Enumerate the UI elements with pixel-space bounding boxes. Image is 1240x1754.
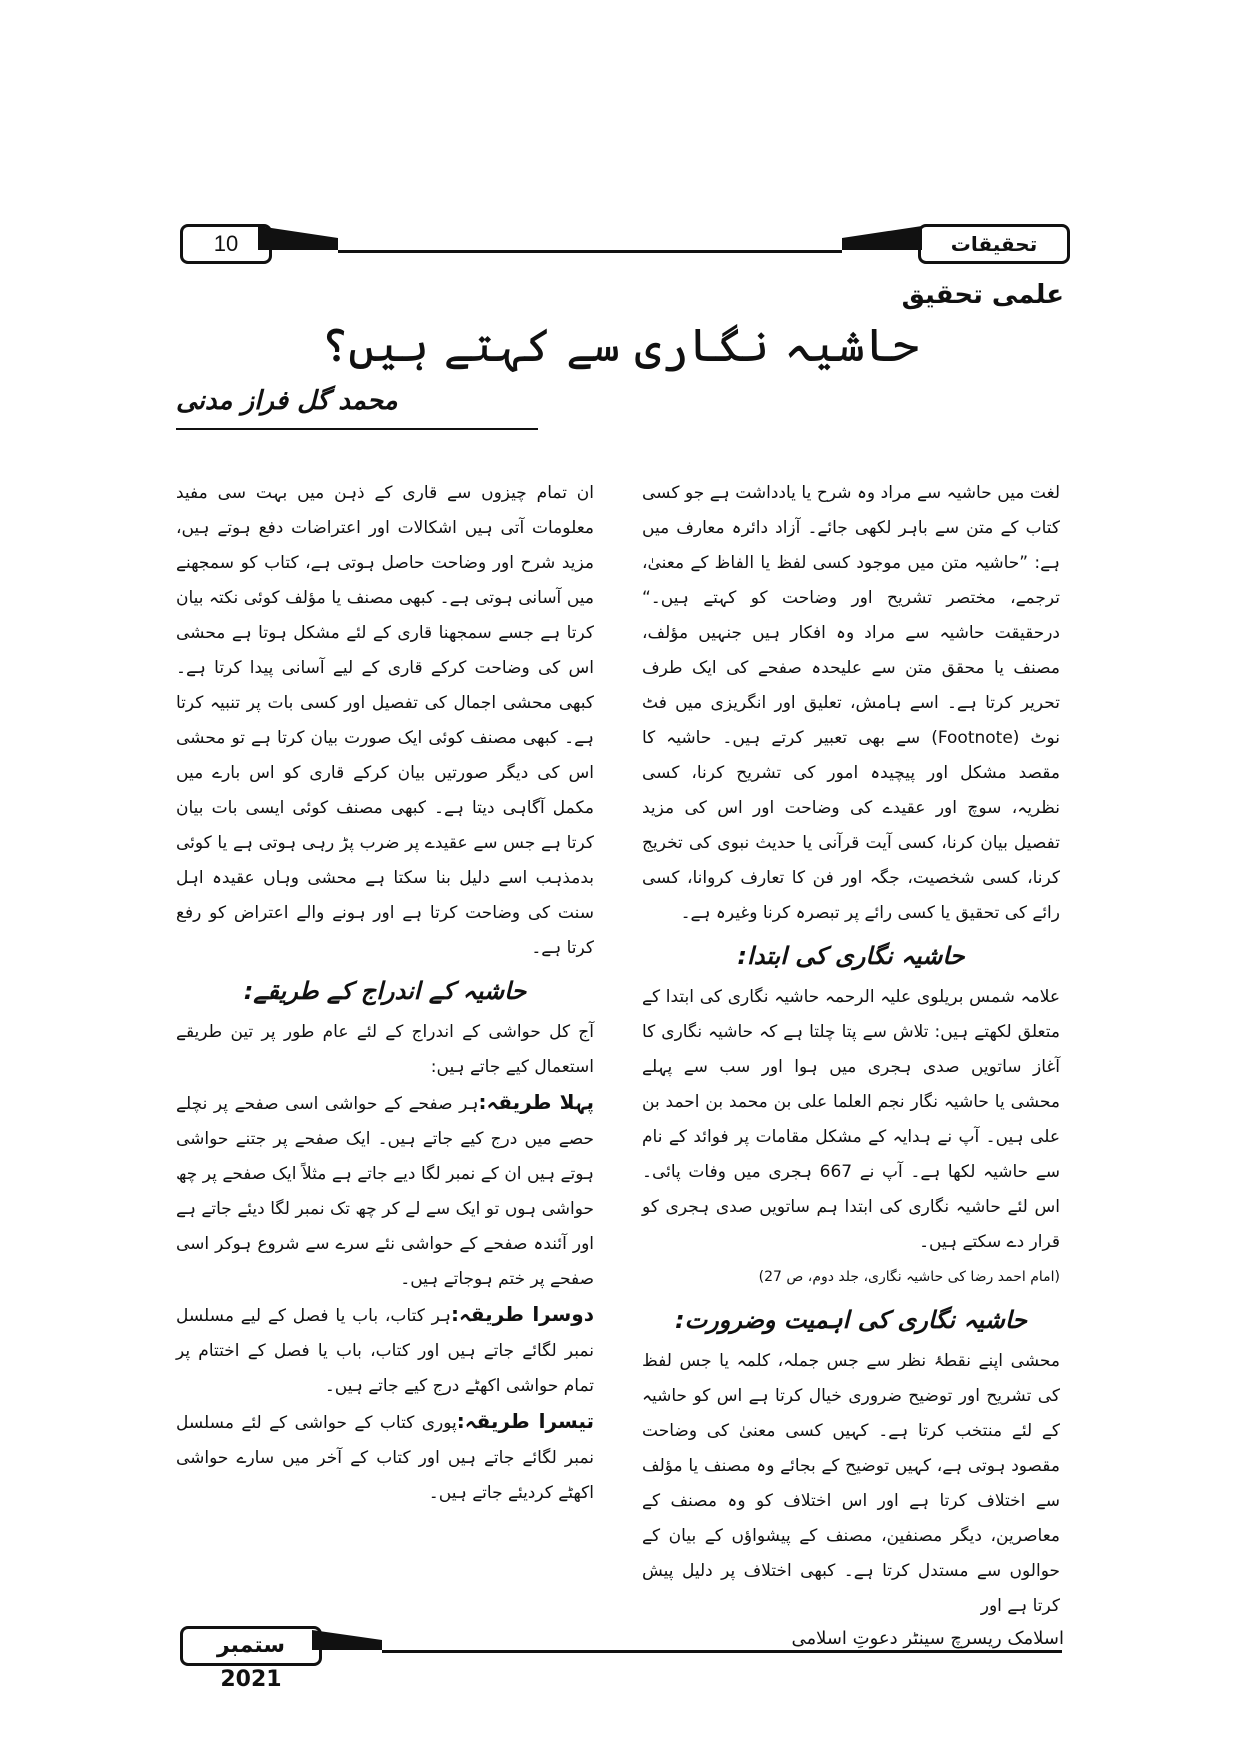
page-number: 10 xyxy=(180,224,272,264)
paragraph: لغت میں حاشیہ سے مراد وہ شرح یا یادداشت ہے جو کسی کتاب کے متن سے باہر لکھی جائے۔ آزاد دائرہ معارف میں ہے: ”حاشیہ متن میں موجود کسی لفظ یا الفاظ کے معنیٰ، ترجمے، مختصر تشریح اور وضاحت کو کہتے ہیں۔“ درحقیقت حاشیہ سے مراد وہ افکار ہیں جنہیں مؤلف، مصنف یا محقق متن سے علیحدہ صفحے کی ایک طرف تحریر کرتا ہے۔ اسے ہامش، تعلیق اور انگریزی میں فٹ نوٹ (Footnote) سے بھی تعبیر کرتے ہیں۔ حاشیہ کا مقصد مشکل اور پیچیدہ امور کی تشریح کرنا، کسی نظریہ، سوچ اور عقیدے کی وضاحت اور اس کی مزید تفصیل بیان کرنا، کسی آیت قرآنی یا حدیث نبوی کی تخریج کرنا، کسی شخصیت، جگہ اور فن کا تعارف کروانا، کسی رائے کی تحقیق یا کسی رائے پر تبصرہ کرنا وغیرہ ہے۔ xyxy=(642,483,1060,923)
method-item xyxy=(176,1085,594,1297)
paragraph: ان تمام چیزوں سے قاری کے ذہن میں بہت سی مفید معلومات آتی ہیں اشکالات اور اعتراضات دفع ہوتے ہیں، مزید شرح اور وضاحت حاصل ہوتی ہے، کتاب کو سمجھنے میں آسانی ہوتی ہے۔ کبھی مصنف یا مؤلف کوئی نکتہ بیان کرتا ہے جسے سمجھنا قاری کے لئے مشکل ہوتا ہے محشی اس کی وضاحت کرکے قاری کے لیے آسانی پیدا کرتا ہے۔ کبھی محشی اجمال کی تفصیل اور کسی بات پر تنبیہ کرتا ہے۔ کبھی مصنف کوئی ایک صورت بیان کرتا ہے تو محشی اس کی دیگر صورتیں بیان کرکے قاری کو اس بارے میں مکمل آگاہی دیتا ہے۔ کبھی مصنف کوئی ایسی بات بیان کرتا ہے جس سے عقیدے پر ضرب پڑ رہی ہوتی ہے یا کوئی بدمذہب اسے دلیل بنا سکتا ہے محشی وہاں عقیدہ اہل سنت کی وضاحت کرتا ہے اور ہونے والے اعتراض کو رفع کرتا ہے۔ xyxy=(176,483,594,958)
publisher-name: اسلامک ریسرچ سینٹر دعوتِ اسلامی xyxy=(791,1628,1064,1649)
paragraph: علامہ شمس بریلوی علیہ الرحمہ حاشیہ نگاری کی ابتدا کے متعلق لکھتے ہیں: تلاش سے پتا چلتا ہے کہ حاشیہ نگاری کا آغاز ساتویں صدی ہجری میں ہوا اور سب سے پہلے محشی یا حاشیہ نگار نجم العلما علی بن محمد بن احمد بن علی ہیں۔ آپ نے ہدایہ کے مشکل مقامات پر فوائد کے نام سے حاشیہ لکھا ہے۔ آپ نے 667 ہجری میں وفات پائی۔ اس لئے حاشیہ نگاری کی ابتدا ہم ساتویں صدی ہجری کو قرار دے سکتے ہیں۔ xyxy=(642,987,1060,1252)
method-label: دوسرا طریقہ: xyxy=(451,1302,594,1326)
section-heading: حاشیہ نگاری کی اہمیت وضرورت: xyxy=(674,1306,1028,1334)
header-right-triangle xyxy=(842,226,922,250)
method-text: ہر صفحے کے حواشی اسی صفحے پر نچلے حصے میں درج کیے جاتے ہیں۔ ایک صفحے پر جتنے حواشی ہوتے ہیں ان کے نمبر لگا دیے جاتے ہے مثلاً ایک صفحے پر چھ حواشی ہوں تو ایک سے لے کر چھ تک نمبر لگا دیئے جاتے ہے اور آئندہ صفحے کے حواشی نئے سرے سے شروع ہوکر اسی صفحے پر ختم ہوجاتے ہیں۔ xyxy=(176,1094,594,1289)
method-item xyxy=(176,1297,594,1404)
method-label: تیسرا طریقہ: xyxy=(456,1409,594,1433)
header-left-triangle xyxy=(258,226,338,250)
category-label: علمی تحقیق xyxy=(901,280,1064,310)
footer-rule xyxy=(382,1650,1062,1653)
section-heading: حاشیہ کے اندراج کے طریقے: xyxy=(243,977,527,1005)
issue-date: ستمبر 2021 xyxy=(180,1626,322,1666)
author-divider xyxy=(176,428,538,430)
footer-triangle xyxy=(312,1630,382,1650)
author-name: محمد گل فراز مدنی xyxy=(176,386,398,416)
paragraph: محشی اپنے نقطۂ نظر سے جس جملہ، کلمہ یا جس لفظ کی تشریح اور توضیح ضروری خیال کرتا ہے اس کو حاشیہ کے لئے منتخب کرتا ہے۔ کہیں کسی معنیٰ کی وضاحت مقصود ہوتی ہے، کہیں توضیح کے بجائے وہ مصنف یا مؤلف سے اختلاف کرتا ہے اور اس اختلاف کو وہ مصنف کے معاصرین، دیگر مصنفین، مصنف کے پیشواؤں کے بیان کے حوالوں سے مستدل کرتا ہے۔ کبھی اختلاف پر دلیل پیش کرتا ہے اور xyxy=(642,1351,1060,1616)
method-item xyxy=(176,1404,594,1511)
article-title: حاشیہ نگاری سے کہتے ہیں؟ xyxy=(321,318,919,372)
left-column xyxy=(176,476,594,1511)
right-column xyxy=(642,476,1060,1624)
header-rule xyxy=(338,250,842,253)
section-tag: تحقیقات xyxy=(918,224,1070,264)
method-text: پوری کتاب کے حواشی کے لئے مسلسل نمبر لگائے جاتے ہیں اور کتاب کے آخر میں سارے حواشی اکھٹے کردیئے جاتے ہیں۔ xyxy=(176,1413,594,1503)
section-heading: حاشیہ نگاری کی ابتدا: xyxy=(737,942,965,970)
method-text: ہر کتاب، باب یا فصل کے لیے مسلسل نمبر لگائے جاتے ہیں اور کتاب، باب یا فصل کے اختتام پر تمام حواشی اکھٹے درج کیے جاتے ہیں۔ xyxy=(176,1306,594,1396)
paragraph: آج کل حواشی کے اندراج کے لئے عام طور پر تین طریقے استعمال کیے جاتے ہیں: xyxy=(176,1022,594,1077)
reference-citation: (امام احمد رضا کی حاشیہ نگاری، جلد دوم، ص 27) xyxy=(758,1269,1060,1285)
method-label: پہلا طریقہ: xyxy=(478,1090,594,1114)
